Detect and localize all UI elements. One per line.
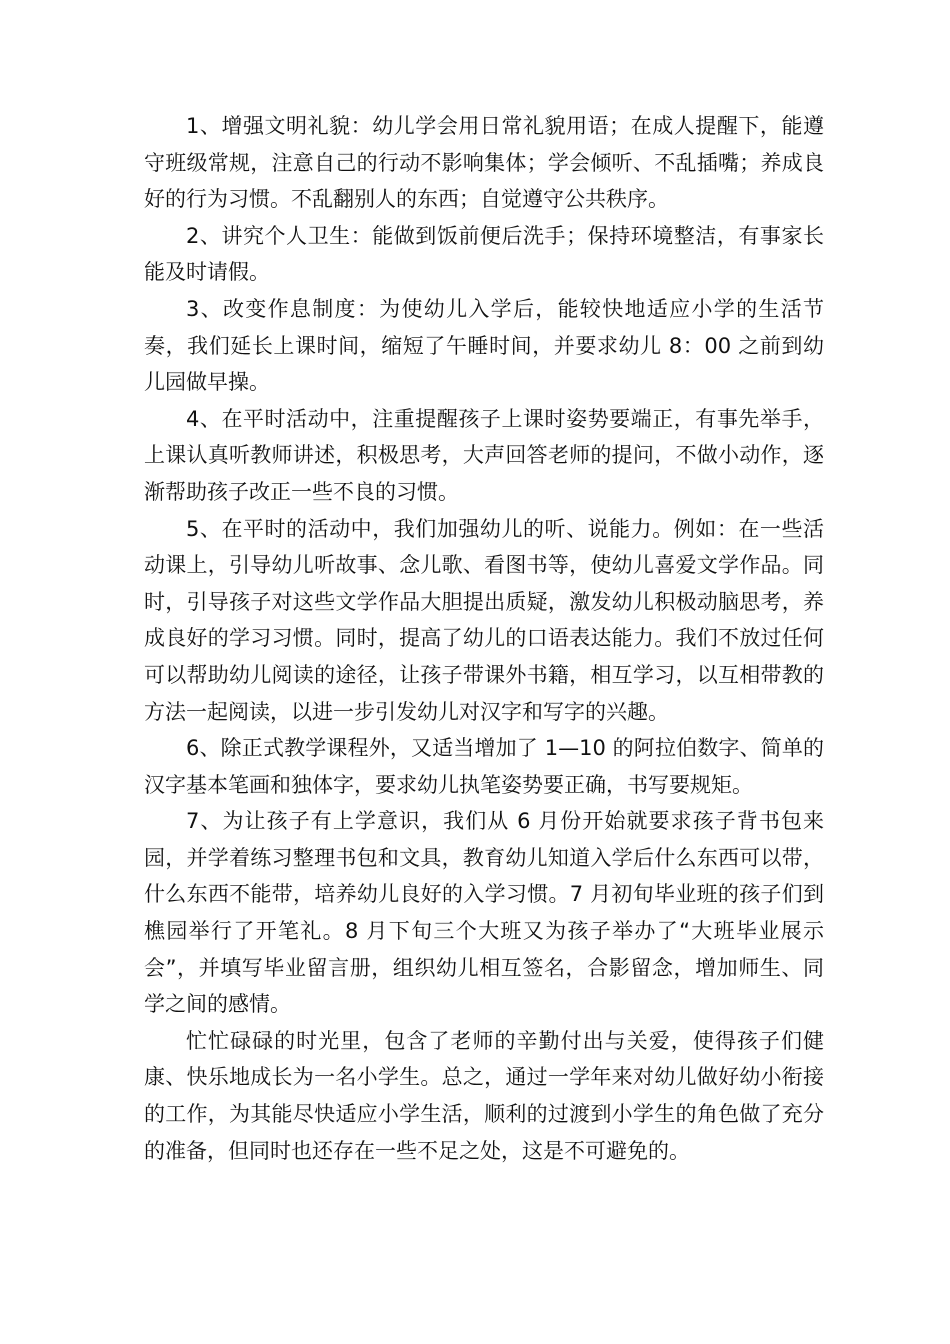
paragraph-2: 2、讲究个人卫生：能做到饭前便后洗手；保持环境整洁，有事家长能及时请假。 [144,223,824,285]
paragraph-6: 6、除正式教学课程外，又适当增加了 1—10 的阿拉伯数字、简单的汉字基本笔画和独体字，要求幼儿执笔姿势要正确，书写要规矩。 [144,736,824,797]
paragraph-7: 7、为让孩子有上学意识，我们从 6 月份开始就要求孩子背书包来园，并学着练习整理书包和文具，教育幼儿知道入学后什么东西可以带，什么东西不能带，培养幼儿良好的入学习惯。7 月初旬毕业班的孩子们到樵园举行了开笔礼。8 月下旬三个大班又为孩子举办了“大班毕业展示会”，并填写毕业留言册，组织幼儿相互签名，合影留念，增加师生、同学之间的感情。 [144,809,824,1017]
paragraph-3: 3、改变作息制度：为使幼儿入学后，能较快地适应小学的生活节奏，我们延长上课时间，缩短了午睡时间，并要求幼儿 8：00 之前到幼儿园做早操。 [144,296,824,395]
paragraph-4: 4、在平时活动中，注重提醒孩子上课时姿势要端正，有事先举手，上课认真听教师讲述，积极思考，大声回答老师的提问，不做小动作，逐渐帮助孩子改正一些不良的习惯。 [144,406,824,504]
document-page [144,108,824,1169]
paragraph-summary: 忙忙碌碌的时光里，包含了老师的辛勤付出与关爱，使得孩子们健康、快乐地成长为一名小学生。总之，通过一学年来对幼儿做好幼小衔接的工作，为其能尽快适应小学生活，顺利的过渡到小学生的角色做了充分的准备，但同时也还存在一些不足之处，这是不可避免的。 [144,1028,824,1163]
paragraph-1: 1、增强文明礼貌：幼儿学会用日常礼貌用语；在成人提醒下，能遵守班级常规，注意自己的行动不影响集体；学会倾听、不乱插嘴；养成良好的行为习惯。不乱翻别人的东西；自觉遵守公共秩序。 [144,114,824,212]
paragraph-5: 5、在平时的活动中，我们加强幼儿的听、说能力。例如：在一些活动课上，引导幼儿听故事、念儿歌、看图书等，使幼儿喜爱文学作品。同时，引导孩子对这些文学作品大胆提出质疑，激发幼儿积极动脑思考，养成良好的学习习惯。同时，提高了幼儿的口语表达能力。我们不放过任何可以帮助幼儿阅读的途径，让孩子带课外书籍，相互学习，以互相带教的方法一起阅读，以进一步引发幼儿对汉字和写字的兴趣。 [144,516,824,724]
